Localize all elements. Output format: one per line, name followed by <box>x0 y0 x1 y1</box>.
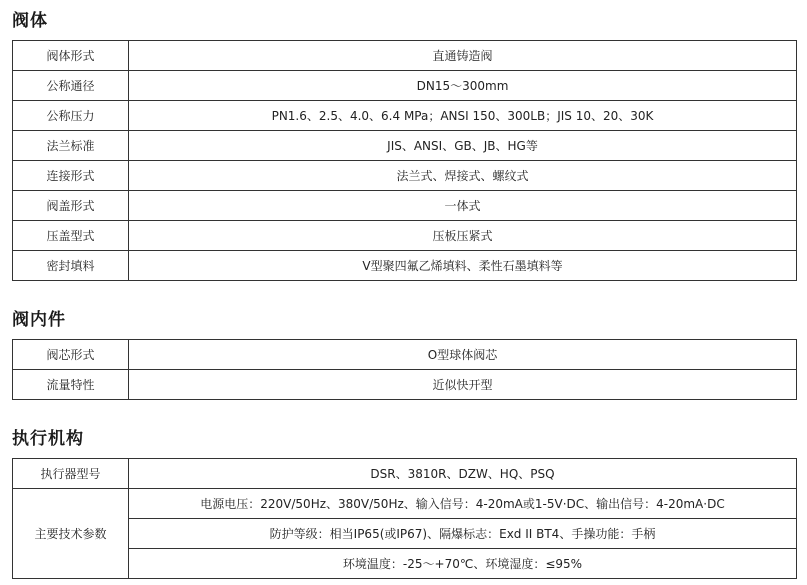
row-key: 阀体形式 <box>13 41 129 71</box>
row-key: 压盖型式 <box>13 221 129 251</box>
table-row <box>13 489 797 519</box>
row-value: 法兰式、焊接式、螺纹式 <box>129 161 797 191</box>
row-key: 公称通径 <box>13 71 129 101</box>
params-key: 主要技术参数 <box>13 489 129 579</box>
row-key: 连接形式 <box>13 161 129 191</box>
valve-body-table <box>12 40 797 281</box>
param-line: 环境温度：-25～+70℃、环境湿度：≤95% <box>129 549 797 579</box>
row-value: V型聚四氟乙烯填料、柔性石墨填料等 <box>129 251 797 281</box>
table-row <box>13 191 797 221</box>
row-value: PN1.6、2.5、4.0、6.4 MPa；ANSI 150、300LB；JIS 10、20、30K <box>129 101 797 131</box>
row-key: 法兰标准 <box>13 131 129 161</box>
row-value: JIS、ANSI、GB、JB、HG等 <box>129 131 797 161</box>
row-value: O型球体阀芯 <box>129 340 797 370</box>
param-line: 防护等级：相当IP65(或IP67)、隔爆标志：Exd II BT4、手操功能：手柄 <box>129 519 797 549</box>
table-row <box>13 549 797 579</box>
table-row <box>13 370 797 400</box>
section-title-valve-body: 阀体 <box>12 11 48 31</box>
valve-internals-table <box>12 339 797 400</box>
table-row <box>13 101 797 131</box>
table-row <box>13 71 797 101</box>
table-row <box>13 251 797 281</box>
row-key: 流量特性 <box>13 370 129 400</box>
section-title-valve-internals: 阀内件 <box>12 310 66 330</box>
row-key: 执行器型号 <box>13 459 129 489</box>
table-row <box>13 221 797 251</box>
table-row <box>13 161 797 191</box>
row-value: DN15～300mm <box>129 71 797 101</box>
table-row <box>13 519 797 549</box>
table-row <box>13 131 797 161</box>
row-value: 近似快开型 <box>129 370 797 400</box>
section-title-actuator: 执行机构 <box>12 429 84 449</box>
row-key: 密封填料 <box>13 251 129 281</box>
table-row <box>13 340 797 370</box>
row-key: 公称压力 <box>13 101 129 131</box>
row-value: 一体式 <box>129 191 797 221</box>
row-key: 阀盖形式 <box>13 191 129 221</box>
row-value: DSR、3810R、DZW、HQ、PSQ <box>129 459 797 489</box>
table-row <box>13 459 797 489</box>
row-value: 直通铸造阀 <box>129 41 797 71</box>
param-line: 电源电压：220V/50Hz、380V/50Hz、输入信号：4-20mA或1-5V·DC、输出信号：4-20mA·DC <box>129 489 797 519</box>
actuator-table <box>12 458 797 579</box>
row-value: 压板压紧式 <box>129 221 797 251</box>
table-row <box>13 41 797 71</box>
row-key: 阀芯形式 <box>13 340 129 370</box>
